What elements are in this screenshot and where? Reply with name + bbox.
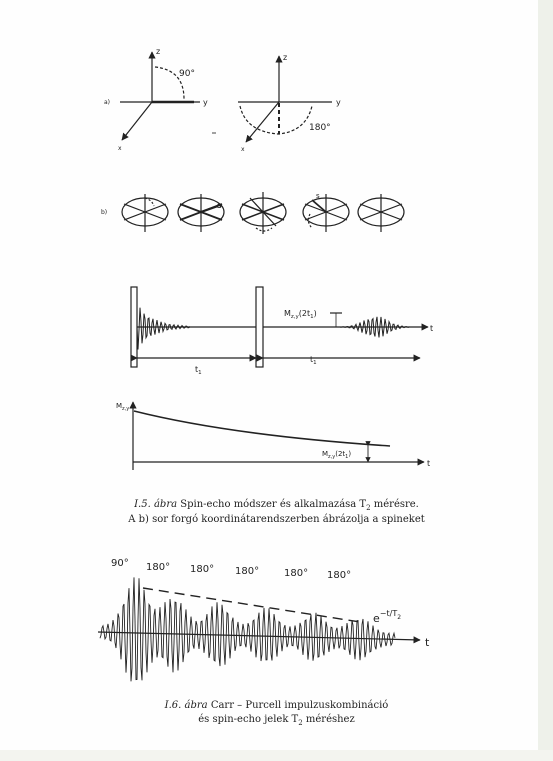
pulse-180 xyxy=(256,287,263,367)
svg-text:180°: 180° xyxy=(309,123,331,133)
spin-ellipse-4 xyxy=(303,192,349,232)
interval-1-label: $t_1$ xyxy=(195,365,202,376)
carr-purcell-plot xyxy=(98,558,430,681)
rotation-arc xyxy=(240,106,312,134)
y-axis-label: $M_{z,y}$ xyxy=(116,402,130,412)
spin-ellipse-1 xyxy=(122,194,168,232)
envelope-label: $e^{-t/T}_2$ xyxy=(373,609,402,625)
svg-text:t: t xyxy=(430,324,434,333)
t2-envelope xyxy=(143,588,360,622)
fid-decay xyxy=(137,308,190,350)
svg-text:y: y xyxy=(203,98,208,107)
pulse-label-5: 180° xyxy=(284,568,309,579)
pulse-label-4: 180° xyxy=(235,566,260,577)
spin-ellipse-3 xyxy=(240,192,286,234)
svg-text:z: z xyxy=(156,47,161,56)
svg-text:x: x xyxy=(118,145,122,152)
spin-label: s xyxy=(217,201,222,210)
svg-text:y: y xyxy=(336,98,341,107)
interval-2-label: $t_1$ xyxy=(310,355,317,366)
axes-180-degree xyxy=(238,53,341,153)
end-amplitude-label: $M_{z,y}(2t_1)$ xyxy=(322,450,352,460)
svg-text:90°: 90° xyxy=(179,69,195,79)
decay-plot xyxy=(116,402,430,470)
x-axis xyxy=(246,102,279,142)
figure-caption-1-6-line-1: I.6. ábra Carr – Purcell impulzuskombináció xyxy=(164,700,389,711)
svg-text:x: x xyxy=(241,146,245,153)
axes-90-degree xyxy=(104,47,208,152)
figure-caption-1-5-line-1: I.5. ábra Spin-echo módszer és alkalmazása $T_2$ mérésre. xyxy=(134,499,419,512)
row-a-marker: a) xyxy=(104,99,111,106)
svg-text:t: t xyxy=(427,459,431,468)
decay-curve xyxy=(134,411,390,446)
figure-caption-1-5-line-2: A b) sor forgó koordinátarendszerben ábrázolja a spineket xyxy=(128,514,425,525)
pulse-label-2: 180° xyxy=(146,562,171,573)
pulse-label-6: 180° xyxy=(327,570,352,581)
spin-ellipse-2 xyxy=(178,194,224,232)
pulse-label-1: 90° xyxy=(111,558,129,569)
svg-text:z: z xyxy=(283,53,288,62)
pulse-label-3: 180° xyxy=(190,564,215,575)
svg-text:s: s xyxy=(316,192,320,200)
x-axis xyxy=(122,102,152,140)
figure-caption-1-6-line-2: és spin-echo jelek $T_2$ méréshez xyxy=(198,714,355,727)
pulse-90 xyxy=(131,287,137,367)
echo-plot xyxy=(131,287,433,376)
svg-text:t: t xyxy=(425,636,430,649)
echo-amplitude-label: $M_{z,y}(2t_1)$ xyxy=(284,309,317,320)
echo-train xyxy=(100,577,395,681)
spin-ellipse-5 xyxy=(358,194,404,232)
row-b-marker: b) xyxy=(101,209,108,216)
spin-ellipse-row xyxy=(101,192,404,234)
